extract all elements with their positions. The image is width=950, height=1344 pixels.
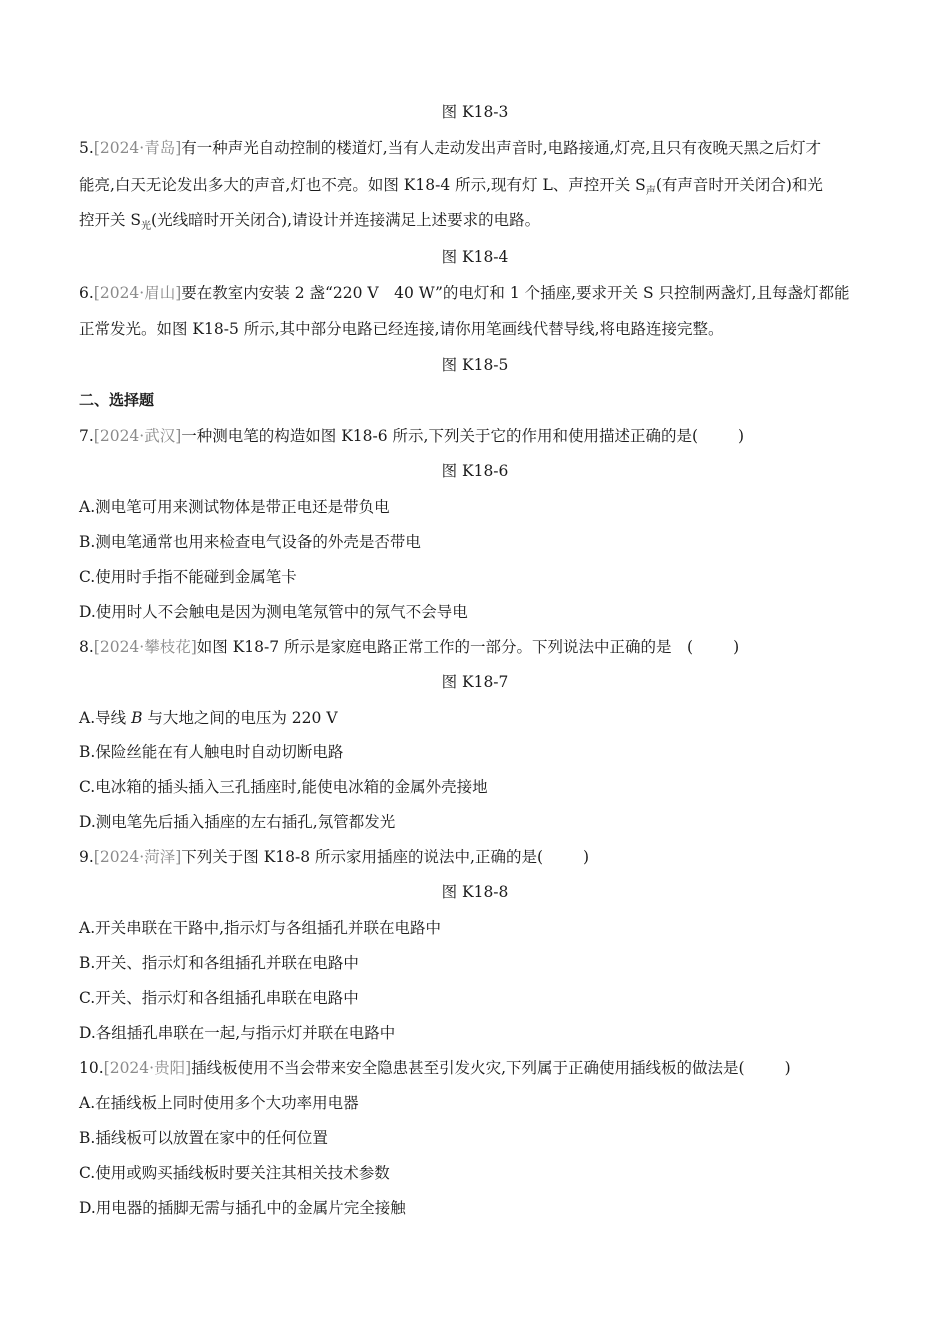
question-number: 5.	[79, 139, 94, 157]
question-number: 6.	[79, 284, 94, 302]
question-8-option-a	[79, 708, 338, 728]
question-8-option-d: D.测电笔先后插入插座的左右插孔,氖管都发光	[79, 813, 396, 831]
variable-b: B	[131, 709, 143, 727]
question-5-line-3	[79, 210, 540, 237]
question-7-option-b: B.测电笔通常也用来检查电气设备的外壳是否带电	[79, 533, 421, 551]
question-text: 能亮,白天无论发出多大的声音,灯也不亮。如图 K18-4 所示,现有灯 L、声控开关 S	[79, 176, 646, 194]
question-text: 一种测电笔的构造如图 K18-6 所示,下列关于它的作用和使用描述正确的是(	[181, 427, 698, 445]
question-source: [2024·青岛]	[93, 139, 182, 157]
question-number: 10.	[79, 1059, 104, 1077]
question-text: 插线板使用不当会带来安全隐患甚至引发火灾,下列属于正确使用插线板的做法是(	[191, 1059, 745, 1077]
question-7-option-c: C.使用时手指不能碰到金属笔卡	[79, 568, 297, 586]
question-7-option-d: D.使用时人不会触电是因为测电笔氖管中的氖气不会导电	[79, 603, 468, 621]
question-source: [2024·攀枝花]	[93, 638, 197, 656]
question-9-option-d: D.各组插孔串联在一起,与指示灯并联在电路中	[79, 1024, 396, 1042]
question-7-option-a: A.测电笔可用来测试物体是带正电还是带负电	[79, 498, 390, 516]
question-6-line-1	[79, 283, 849, 303]
subscript: 光	[141, 221, 152, 233]
question-9-option-c: C.开关、指示灯和各组插孔串联在电路中	[79, 989, 359, 1007]
question-text: (有声音时开关闭合)和光	[655, 176, 823, 194]
question-number: 9.	[79, 848, 94, 866]
subscript: 声	[645, 186, 656, 198]
question-9-option-b: B.开关、指示灯和各组插孔并联在电路中	[79, 954, 359, 972]
question-10-option-b: B.插线板可以放置在家中的任何位置	[79, 1129, 328, 1147]
question-text: 下列关于图 K18-8 所示家用插座的说法中,正确的是(	[181, 848, 543, 866]
question-10-stem	[79, 1058, 791, 1078]
figure-caption-k18-4: 图 K18-4	[441, 248, 509, 266]
option-text: A.导线	[79, 709, 132, 727]
paren-close: )	[583, 848, 590, 866]
figure-caption-k18-5: 图 K18-5	[441, 356, 509, 374]
question-number: 7.	[79, 427, 94, 445]
paren-close: )	[738, 427, 745, 445]
question-text: 控开关 S	[79, 211, 142, 229]
question-number: 8.	[79, 638, 94, 656]
figure-caption-k18-3: 图 K18-3	[441, 103, 509, 121]
question-text: 如图 K18-7 所示是家庭电路正常工作的一部分。下列说法中正确的是 (	[196, 638, 694, 656]
figure-caption-k18-6: 图 K18-6	[441, 462, 509, 480]
figure-caption-k18-8: 图 K18-8	[441, 883, 509, 901]
question-10-option-a: A.在插线板上同时使用多个大功率用电器	[79, 1094, 359, 1112]
option-text: 与大地之间的电压为 220 V	[142, 709, 338, 727]
question-7-stem	[79, 426, 744, 446]
question-6-line-2: 正常发光。如图 K18-5 所示,其中部分电路已经连接,请你用笔画线代替导线,将电路连接完整。	[79, 320, 724, 338]
figure-caption-k18-7: 图 K18-7	[441, 673, 509, 691]
question-text: (光线暗时开关闭合),请设计并连接满足上述要求的电路。	[151, 211, 541, 229]
question-9-option-a: A.开关串联在干路中,指示灯与各组插孔并联在电路中	[79, 919, 442, 937]
paren-close: )	[733, 638, 740, 656]
question-9-stem	[79, 847, 589, 867]
paren-close: )	[784, 1059, 791, 1077]
question-source: [2024·菏泽]	[93, 848, 182, 866]
section-heading: 二、选择题	[79, 391, 155, 409]
question-source: [2024·武汉]	[93, 427, 182, 445]
question-8-option-c: C.电冰箱的插头插入三孔插座时,能使电冰箱的金属外壳接地	[79, 778, 488, 796]
question-text: 有一种声光自动控制的楼道灯,当有人走动发出声音时,电路接通,灯亮,且只有夜晚天黑之后灯才	[181, 139, 821, 157]
question-text: 要在教室内安装 2 盏“220 V 40 W”的电灯和 1 个插座,要求开关 S 只控制两盏灯,且每盏灯都能	[181, 284, 850, 302]
question-8-stem	[79, 637, 739, 657]
question-10-option-c: C.使用或购买插线板时要关注其相关技术参数	[79, 1164, 390, 1182]
question-10-option-d: D.用电器的插脚无需与插孔中的金属片完全接触	[79, 1199, 406, 1217]
question-source: [2024·眉山]	[93, 284, 182, 302]
question-5-line-2	[79, 175, 823, 202]
question-5-line-1	[79, 138, 821, 158]
question-source: [2024·贵阳]	[103, 1059, 192, 1077]
question-8-option-b: B.保险丝能在有人触电时自动切断电路	[79, 743, 344, 761]
